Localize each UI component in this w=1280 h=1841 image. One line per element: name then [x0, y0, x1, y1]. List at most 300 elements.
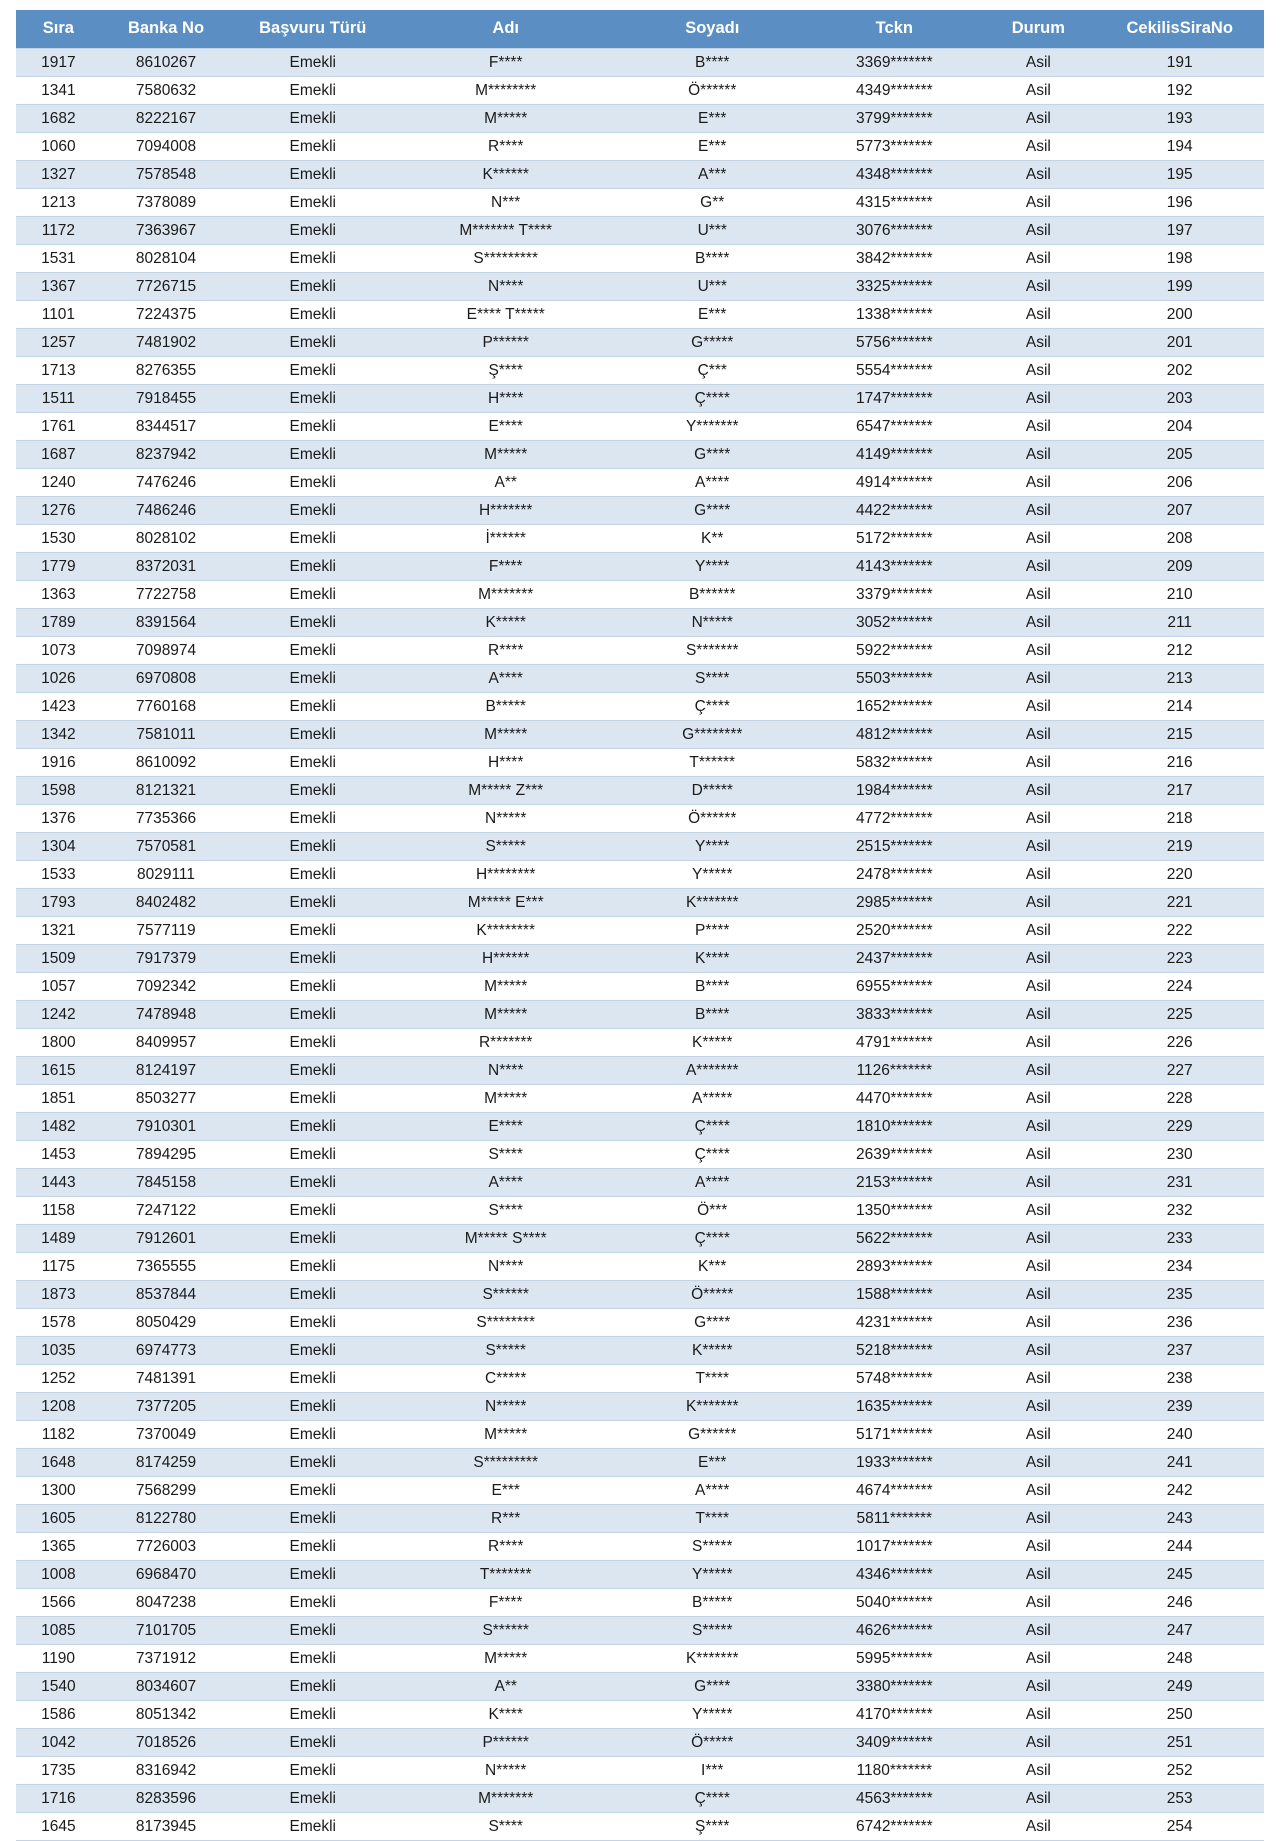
cell-cekilis: 214	[1095, 693, 1264, 721]
table-row[interactable]	[16, 1673, 1264, 1701]
cell-basvuru: Emekli	[231, 1253, 394, 1281]
cell-adi: M******* T****	[394, 217, 617, 245]
cell-cekilis: 223	[1095, 945, 1264, 973]
table-row[interactable]	[16, 1533, 1264, 1561]
cell-cekilis: 245	[1095, 1561, 1264, 1589]
cell-durum: Asil	[981, 1001, 1095, 1029]
table-row[interactable]	[16, 1085, 1264, 1113]
table-row[interactable]	[16, 497, 1264, 525]
table-row[interactable]	[16, 749, 1264, 777]
cell-adi: M*****	[394, 1001, 617, 1029]
cell-soyadi: Ö*****	[617, 1729, 807, 1757]
cell-banka: 7370049	[101, 1421, 231, 1449]
cell-banka: 8610092	[101, 749, 231, 777]
cell-cekilis: 196	[1095, 189, 1264, 217]
cell-adi: R****	[394, 133, 617, 161]
cell-basvuru: Emekli	[231, 1169, 394, 1197]
cell-cekilis: 243	[1095, 1505, 1264, 1533]
cell-banka: 8034607	[101, 1673, 231, 1701]
cell-sira: 1687	[16, 441, 101, 469]
cell-durum: Asil	[981, 1169, 1095, 1197]
cell-sira: 1511	[16, 385, 101, 413]
cell-durum: Asil	[981, 1113, 1095, 1141]
cell-adi: N****	[394, 1057, 617, 1085]
cell-cekilis: 191	[1095, 49, 1264, 77]
cell-durum: Asil	[981, 497, 1095, 525]
cell-durum: Asil	[981, 1701, 1095, 1729]
cell-durum: Asil	[981, 273, 1095, 301]
cell-cekilis: 211	[1095, 609, 1264, 637]
column-header-sira[interactable]: Sıra	[16, 10, 101, 49]
cell-sira: 1605	[16, 1505, 101, 1533]
cell-basvuru: Emekli	[231, 105, 394, 133]
cell-adi: T*******	[394, 1561, 617, 1589]
cell-adi: S****	[394, 1197, 617, 1225]
table-row[interactable]	[16, 1001, 1264, 1029]
table-row[interactable]	[16, 441, 1264, 469]
cell-basvuru: Emekli	[231, 1421, 394, 1449]
cell-sira: 1276	[16, 497, 101, 525]
cell-basvuru: Emekli	[231, 1757, 394, 1785]
cell-tckn: 5554*******	[807, 357, 981, 385]
cell-adi: H******	[394, 945, 617, 973]
cell-soyadi: S*****	[617, 1617, 807, 1645]
cell-durum: Asil	[981, 1505, 1095, 1533]
cell-banka: 8537844	[101, 1281, 231, 1309]
cell-adi: M*******	[394, 581, 617, 609]
cell-basvuru: Emekli	[231, 1449, 394, 1477]
cell-basvuru: Emekli	[231, 1001, 394, 1029]
cell-sira: 1300	[16, 1477, 101, 1505]
cell-cekilis: 238	[1095, 1365, 1264, 1393]
cell-cekilis: 202	[1095, 357, 1264, 385]
cell-adi: H********	[394, 861, 617, 889]
table-row[interactable]	[16, 413, 1264, 441]
table-row[interactable]	[16, 1449, 1264, 1477]
cell-basvuru: Emekli	[231, 777, 394, 805]
cell-soyadi: Ç****	[617, 385, 807, 413]
table-header-row	[16, 10, 1264, 49]
cell-banka: 7570581	[101, 833, 231, 861]
cell-adi: M*****	[394, 105, 617, 133]
table-row[interactable]	[16, 1617, 1264, 1645]
cell-tckn: 2520*******	[807, 917, 981, 945]
cell-adi: M********	[394, 77, 617, 105]
cell-cekilis: 220	[1095, 861, 1264, 889]
cell-cekilis: 212	[1095, 637, 1264, 665]
cell-basvuru: Emekli	[231, 413, 394, 441]
cell-durum: Asil	[981, 49, 1095, 77]
cell-basvuru: Emekli	[231, 525, 394, 553]
cell-soyadi: Ö***	[617, 1197, 807, 1225]
cell-soyadi: Y*****	[617, 1701, 807, 1729]
cell-tckn: 1635*******	[807, 1393, 981, 1421]
cell-sira: 1761	[16, 413, 101, 441]
table-row[interactable]	[16, 77, 1264, 105]
cell-tckn: 6547*******	[807, 413, 981, 441]
cell-soyadi: N*****	[617, 609, 807, 637]
column-header-durum[interactable]: Durum	[981, 10, 1095, 49]
cell-tckn: 5832*******	[807, 749, 981, 777]
table-row[interactable]	[16, 1169, 1264, 1197]
table-row[interactable]	[16, 1253, 1264, 1281]
table-row[interactable]	[16, 385, 1264, 413]
cell-banka: 7101705	[101, 1617, 231, 1645]
cell-durum: Asil	[981, 105, 1095, 133]
cell-durum: Asil	[981, 1057, 1095, 1085]
cell-durum: Asil	[981, 77, 1095, 105]
table-row[interactable]	[16, 665, 1264, 693]
cell-durum: Asil	[981, 1589, 1095, 1617]
column-header-soyadi[interactable]: Soyadı	[617, 10, 807, 49]
cell-soyadi: K****	[617, 945, 807, 973]
table-row[interactable]	[16, 1505, 1264, 1533]
table-row[interactable]	[16, 973, 1264, 1001]
cell-sira: 1530	[16, 525, 101, 553]
cell-tckn: 4231*******	[807, 1309, 981, 1337]
table-row[interactable]	[16, 693, 1264, 721]
cell-banka: 7568299	[101, 1477, 231, 1505]
cell-banka: 7098974	[101, 637, 231, 665]
cell-durum: Asil	[981, 1785, 1095, 1813]
cell-durum: Asil	[981, 245, 1095, 273]
cell-tckn: 1984*******	[807, 777, 981, 805]
cell-banka: 7760168	[101, 693, 231, 721]
cell-tckn: 2639*******	[807, 1141, 981, 1169]
table-row[interactable]	[16, 1421, 1264, 1449]
cell-banka: 7363967	[101, 217, 231, 245]
table-row[interactable]	[16, 1561, 1264, 1589]
cell-banka: 8402482	[101, 889, 231, 917]
cell-sira: 1242	[16, 1001, 101, 1029]
cell-adi: A**	[394, 1673, 617, 1701]
cell-banka: 8409957	[101, 1029, 231, 1057]
cell-sira: 1648	[16, 1449, 101, 1477]
cell-soyadi: B*****	[617, 1589, 807, 1617]
cell-soyadi: Ç****	[617, 1225, 807, 1253]
cell-tckn: 4143*******	[807, 553, 981, 581]
cell-sira: 1042	[16, 1729, 101, 1757]
cell-soyadi: Y*****	[617, 1561, 807, 1589]
cell-adi: M*****	[394, 1421, 617, 1449]
cell-tckn: 4791*******	[807, 1029, 981, 1057]
cell-banka: 7224375	[101, 301, 231, 329]
table-row[interactable]	[16, 245, 1264, 273]
cell-sira: 1367	[16, 273, 101, 301]
cell-banka: 6968470	[101, 1561, 231, 1589]
cell-durum: Asil	[981, 749, 1095, 777]
cell-adi: A****	[394, 665, 617, 693]
table-row[interactable]	[16, 1281, 1264, 1309]
cell-sira: 1057	[16, 973, 101, 1001]
cell-tckn: 3842*******	[807, 245, 981, 273]
cell-banka: 8050429	[101, 1309, 231, 1337]
cell-cekilis: 205	[1095, 441, 1264, 469]
cell-soyadi: B****	[617, 245, 807, 273]
cell-adi: E****	[394, 413, 617, 441]
table-row[interactable]	[16, 1645, 1264, 1673]
table-row[interactable]	[16, 805, 1264, 833]
cell-adi: A**	[394, 469, 617, 497]
cell-cekilis: 215	[1095, 721, 1264, 749]
cell-adi: M*******	[394, 1785, 617, 1813]
cell-banka: 7894295	[101, 1141, 231, 1169]
cell-adi: M***** E***	[394, 889, 617, 917]
cell-banka: 8316942	[101, 1757, 231, 1785]
table-row[interactable]	[16, 777, 1264, 805]
cell-adi: S******	[394, 1617, 617, 1645]
cell-tckn: 5172*******	[807, 525, 981, 553]
table-row[interactable]	[16, 637, 1264, 665]
table-row[interactable]	[16, 1729, 1264, 1757]
table-row[interactable]	[16, 1393, 1264, 1421]
cell-tckn: 4149*******	[807, 441, 981, 469]
cell-cekilis: 206	[1095, 469, 1264, 497]
table-row[interactable]	[16, 1757, 1264, 1785]
column-header-adi[interactable]: Adı	[394, 10, 617, 49]
cell-banka: 8122780	[101, 1505, 231, 1533]
cell-basvuru: Emekli	[231, 1393, 394, 1421]
cell-banka: 8028102	[101, 525, 231, 553]
table-row[interactable]	[16, 189, 1264, 217]
cell-soyadi: K*******	[617, 1645, 807, 1673]
cell-soyadi: K*****	[617, 1337, 807, 1365]
cell-durum: Asil	[981, 1281, 1095, 1309]
cell-soyadi: K**	[617, 525, 807, 553]
cell-cekilis: 231	[1095, 1169, 1264, 1197]
cell-cekilis: 227	[1095, 1057, 1264, 1085]
table-row[interactable]	[16, 329, 1264, 357]
cell-basvuru: Emekli	[231, 385, 394, 413]
cell-cekilis: 207	[1095, 497, 1264, 525]
cell-adi: S*****	[394, 833, 617, 861]
cell-durum: Asil	[981, 1337, 1095, 1365]
cell-basvuru: Emekli	[231, 1365, 394, 1393]
cell-durum: Asil	[981, 469, 1095, 497]
column-header-banka[interactable]: Banka No	[101, 10, 231, 49]
cell-tckn: 4346*******	[807, 1561, 981, 1589]
cell-soyadi: I***	[617, 1757, 807, 1785]
cell-soyadi: B****	[617, 1001, 807, 1029]
cell-cekilis: 228	[1095, 1085, 1264, 1113]
cell-cekilis: 201	[1095, 329, 1264, 357]
cell-basvuru: Emekli	[231, 973, 394, 1001]
cell-adi: R****	[394, 1533, 617, 1561]
table-row[interactable]	[16, 889, 1264, 917]
column-header-tckn[interactable]: Tckn	[807, 10, 981, 49]
cell-cekilis: 246	[1095, 1589, 1264, 1617]
column-header-cekilis[interactable]: CekilisSiraNo	[1095, 10, 1264, 49]
table-row[interactable]	[16, 1141, 1264, 1169]
table-row[interactable]	[16, 1197, 1264, 1225]
cell-sira: 1321	[16, 917, 101, 945]
table-row[interactable]	[16, 833, 1264, 861]
cell-basvuru: Emekli	[231, 329, 394, 357]
cell-durum: Asil	[981, 133, 1095, 161]
cell-adi: Ş****	[394, 357, 617, 385]
cell-basvuru: Emekli	[231, 805, 394, 833]
cell-durum: Asil	[981, 637, 1095, 665]
cell-sira: 1208	[16, 1393, 101, 1421]
table-row[interactable]	[16, 1365, 1264, 1393]
cell-soyadi: A***	[617, 161, 807, 189]
cell-durum: Asil	[981, 1365, 1095, 1393]
cell-adi: E**** T*****	[394, 301, 617, 329]
cell-durum: Asil	[981, 917, 1095, 945]
cell-sira: 1533	[16, 861, 101, 889]
cell-basvuru: Emekli	[231, 161, 394, 189]
cell-durum: Asil	[981, 189, 1095, 217]
cell-sira: 1645	[16, 1813, 101, 1841]
cell-soyadi: G****	[617, 441, 807, 469]
cell-sira: 1489	[16, 1225, 101, 1253]
table-row[interactable]	[16, 49, 1264, 77]
table-row[interactable]	[16, 273, 1264, 301]
cell-soyadi: Y*******	[617, 413, 807, 441]
cell-cekilis: 234	[1095, 1253, 1264, 1281]
table-row[interactable]	[16, 1337, 1264, 1365]
cell-banka: 8222167	[101, 105, 231, 133]
cell-cekilis: 240	[1095, 1421, 1264, 1449]
cell-soyadi: Ö******	[617, 805, 807, 833]
cell-banka: 8503277	[101, 1085, 231, 1113]
cell-cekilis: 200	[1095, 301, 1264, 329]
cell-durum: Asil	[981, 1757, 1095, 1785]
table-row[interactable]	[16, 133, 1264, 161]
cell-sira: 1073	[16, 637, 101, 665]
cell-banka: 7735366	[101, 805, 231, 833]
cell-cekilis: 251	[1095, 1729, 1264, 1757]
cell-adi: B*****	[394, 693, 617, 721]
cell-adi: R***	[394, 1505, 617, 1533]
table-row[interactable]	[16, 1785, 1264, 1813]
cell-soyadi: K*******	[617, 1393, 807, 1421]
cell-sira: 1252	[16, 1365, 101, 1393]
cell-soyadi: S****	[617, 665, 807, 693]
cell-cekilis: 236	[1095, 1309, 1264, 1337]
table-row[interactable]	[16, 1225, 1264, 1253]
cell-soyadi: Y*****	[617, 861, 807, 889]
cell-basvuru: Emekli	[231, 1589, 394, 1617]
cell-sira: 1716	[16, 1785, 101, 1813]
cell-adi: P******	[394, 329, 617, 357]
table-row[interactable]	[16, 609, 1264, 637]
cell-basvuru: Emekli	[231, 1113, 394, 1141]
table-row[interactable]	[16, 1309, 1264, 1337]
cell-soyadi: P****	[617, 917, 807, 945]
table-row[interactable]	[16, 357, 1264, 385]
table-row[interactable]	[16, 553, 1264, 581]
cell-adi: P******	[394, 1729, 617, 1757]
cell-sira: 1035	[16, 1337, 101, 1365]
table-row[interactable]	[16, 1029, 1264, 1057]
cell-durum: Asil	[981, 1813, 1095, 1841]
cell-cekilis: 209	[1095, 553, 1264, 581]
cell-basvuru: Emekli	[231, 889, 394, 917]
cell-cekilis: 210	[1095, 581, 1264, 609]
cell-adi: S******	[394, 1281, 617, 1309]
cell-soyadi: Y****	[617, 833, 807, 861]
cell-adi: N*****	[394, 805, 617, 833]
table-row[interactable]	[16, 1701, 1264, 1729]
cell-durum: Asil	[981, 1561, 1095, 1589]
cell-tckn: 1338*******	[807, 301, 981, 329]
cell-tckn: 4470*******	[807, 1085, 981, 1113]
cell-cekilis: 237	[1095, 1337, 1264, 1365]
cell-cekilis: 247	[1095, 1617, 1264, 1645]
cell-banka: 7377205	[101, 1393, 231, 1421]
table-row[interactable]	[16, 945, 1264, 973]
table-row[interactable]	[16, 581, 1264, 609]
cell-soyadi: G******	[617, 1421, 807, 1449]
cell-sira: 1101	[16, 301, 101, 329]
cell-banka: 7481391	[101, 1365, 231, 1393]
cell-tckn: 5811*******	[807, 1505, 981, 1533]
cell-sira: 1363	[16, 581, 101, 609]
cell-sira: 1509	[16, 945, 101, 973]
column-header-basvuru[interactable]: Başvuru Türü	[231, 10, 394, 49]
cell-durum: Asil	[981, 1449, 1095, 1477]
cell-basvuru: Emekli	[231, 945, 394, 973]
table-row[interactable]	[16, 1477, 1264, 1505]
cell-durum: Asil	[981, 973, 1095, 1001]
cell-soyadi: E***	[617, 105, 807, 133]
cell-cekilis: 239	[1095, 1393, 1264, 1421]
cell-basvuru: Emekli	[231, 917, 394, 945]
table-row[interactable]	[16, 105, 1264, 133]
cell-sira: 1713	[16, 357, 101, 385]
cell-adi: N****	[394, 1253, 617, 1281]
table-row[interactable]	[16, 525, 1264, 553]
table-row[interactable]	[16, 217, 1264, 245]
cell-basvuru: Emekli	[231, 693, 394, 721]
table-row[interactable]	[16, 1813, 1264, 1841]
table-row[interactable]	[16, 1113, 1264, 1141]
cell-tckn: 3799*******	[807, 105, 981, 133]
cell-basvuru: Emekli	[231, 133, 394, 161]
cell-tckn: 6742*******	[807, 1813, 981, 1841]
cell-soyadi: T****	[617, 1505, 807, 1533]
cell-tckn: 5171*******	[807, 1421, 981, 1449]
table-body	[16, 49, 1264, 1841]
table-row[interactable]	[16, 301, 1264, 329]
cell-soyadi: G*****	[617, 329, 807, 357]
table-row[interactable]	[16, 161, 1264, 189]
table-row[interactable]	[16, 469, 1264, 497]
table-row[interactable]	[16, 721, 1264, 749]
cell-cekilis: 204	[1095, 413, 1264, 441]
table-row[interactable]	[16, 917, 1264, 945]
cell-soyadi: Ç****	[617, 693, 807, 721]
cell-adi: S********	[394, 1309, 617, 1337]
cell-cekilis: 250	[1095, 1701, 1264, 1729]
table-row[interactable]	[16, 1589, 1264, 1617]
cell-cekilis: 192	[1095, 77, 1264, 105]
cell-cekilis: 193	[1095, 105, 1264, 133]
cell-durum: Asil	[981, 217, 1095, 245]
cell-sira: 1304	[16, 833, 101, 861]
cell-banka: 8121321	[101, 777, 231, 805]
cell-tckn: 2153*******	[807, 1169, 981, 1197]
table-row[interactable]	[16, 861, 1264, 889]
cell-banka: 7580632	[101, 77, 231, 105]
cell-tckn: 5995*******	[807, 1645, 981, 1673]
table-row[interactable]	[16, 1057, 1264, 1085]
cell-basvuru: Emekli	[231, 189, 394, 217]
cell-tckn: 4914*******	[807, 469, 981, 497]
cell-basvuru: Emekli	[231, 273, 394, 301]
cell-tckn: 6955*******	[807, 973, 981, 1001]
